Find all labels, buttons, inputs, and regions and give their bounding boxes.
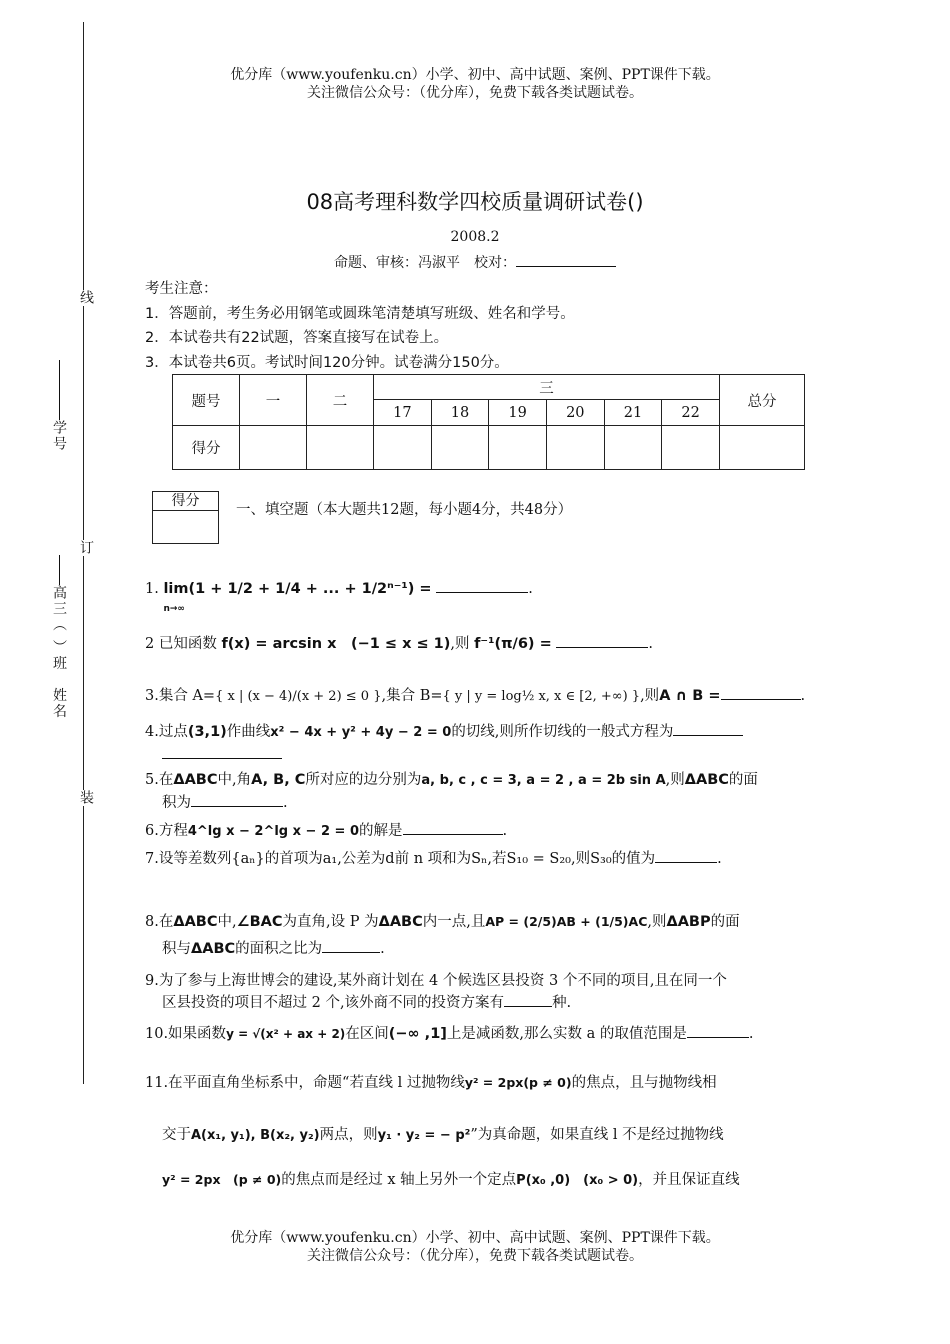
q5-angles: A, B, C bbox=[251, 772, 306, 788]
name-class-label: 高三（ ）班 姓名 bbox=[51, 585, 67, 720]
q3-b: ,集合 B= bbox=[381, 688, 443, 704]
score-table bbox=[172, 374, 805, 470]
q8-vector: AP = (2/5)AB + (1/5)AC bbox=[485, 914, 648, 929]
q11-f: 的焦点而是经过 x 轴上另外一个定点 bbox=[281, 1172, 517, 1188]
q10-interval: (−∞ ,1] bbox=[388, 1026, 447, 1042]
score-table-col-2: 二 bbox=[307, 375, 374, 426]
q9-answer-blank[interactable] bbox=[504, 992, 552, 1007]
q10-b: 在区间 bbox=[345, 1026, 389, 1042]
score-row-label: 得分 bbox=[173, 426, 240, 470]
score-cell[interactable] bbox=[240, 426, 307, 470]
q7-answer-blank[interactable] bbox=[655, 848, 717, 863]
q10-function: y = √(x² + ax + 2) bbox=[226, 1027, 346, 1041]
q1-end: . bbox=[528, 581, 533, 597]
q7-a1: a₁ bbox=[322, 851, 338, 867]
exam-date: 2008.2 bbox=[450, 229, 500, 245]
score-table-sub-22: 22 bbox=[662, 400, 720, 426]
q5-triangle-2: ΔABC bbox=[684, 772, 729, 788]
section1-heading: 一、填空题（本大题共12题，每小题4分，共48分） bbox=[236, 502, 573, 518]
notice-item-3: 3．本试卷共6页。考试时间120分钟。试卷满分150分。 bbox=[145, 354, 509, 371]
score-cell[interactable] bbox=[662, 426, 720, 470]
q7-b: 的首项为 bbox=[264, 851, 323, 867]
q7-a: 7.设等差数列 bbox=[145, 851, 232, 867]
question-11 bbox=[145, 1072, 810, 1192]
section1-score-label: 得分 bbox=[153, 492, 218, 511]
student-id-blank bbox=[59, 360, 60, 420]
q3-c: ,则 bbox=[640, 688, 660, 704]
margin-zhuang-label: 装 bbox=[78, 790, 94, 806]
q11-a: 11.在平面直角坐标系中，命题“若直线 l 过抛物线 bbox=[145, 1075, 465, 1091]
q1-limit-sub: n→∞ bbox=[163, 604, 185, 614]
q8-triangle-2: ΔABC bbox=[378, 914, 423, 930]
margin-xian-label: 线 bbox=[78, 290, 94, 306]
q2-ask: f⁻¹(π/6) = bbox=[474, 636, 552, 652]
score-table-sub-19: 19 bbox=[489, 400, 547, 426]
score-cell[interactable] bbox=[307, 426, 374, 470]
q4-answer-blank[interactable] bbox=[673, 721, 743, 736]
q11-g: ，并且保证直线 bbox=[638, 1172, 740, 1188]
authors-line bbox=[0, 252, 950, 272]
q6-end: . bbox=[502, 823, 508, 839]
q8-answer-blank[interactable] bbox=[322, 938, 380, 953]
notice-heading: 考生注意： bbox=[145, 281, 218, 297]
q8-g: 积与 bbox=[162, 941, 191, 957]
score-table-sub-17: 17 bbox=[374, 400, 432, 426]
margin-ding-label: 订 bbox=[78, 540, 94, 556]
q8-triangle-4: ΔABC bbox=[191, 941, 236, 957]
margin-student-id bbox=[49, 360, 69, 452]
q7-c: ,公差为 bbox=[337, 851, 386, 867]
q4-c: 的切线,则所作切线的一般式方程为 bbox=[451, 724, 674, 740]
q7-e: 前 n 项和为 bbox=[394, 851, 472, 867]
q11-d: 两点，则 bbox=[319, 1127, 378, 1143]
q2-end: . bbox=[648, 636, 653, 652]
q6-equation: 4^lg x − 2^lg x − 2 = 0 bbox=[187, 824, 359, 839]
page-header bbox=[0, 66, 950, 102]
q8-triangle-3: ΔABP bbox=[666, 914, 711, 930]
score-cell[interactable] bbox=[374, 426, 432, 470]
q4-a: 4.过点 bbox=[145, 724, 188, 740]
q4-b: 作曲线 bbox=[226, 724, 271, 740]
q7-h: 的值为 bbox=[611, 851, 656, 867]
student-id-label: 学号 bbox=[51, 420, 67, 452]
score-table-total: 总分 bbox=[720, 375, 805, 426]
score-cell[interactable] bbox=[431, 426, 489, 470]
q9-end: 种. bbox=[552, 995, 572, 1011]
q2-answer-blank[interactable] bbox=[556, 633, 648, 648]
q10-c: 上是减函数,那么实数 a 的取值范围是 bbox=[446, 1026, 687, 1042]
q10-answer-blank[interactable] bbox=[687, 1023, 749, 1038]
score-cell[interactable] bbox=[720, 426, 805, 470]
score-table-sub-20: 20 bbox=[546, 400, 604, 426]
score-cell[interactable] bbox=[546, 426, 604, 470]
q6-answer-blank[interactable] bbox=[403, 820, 503, 835]
q11-fixed-point: P(x₀ ,0) (x₀ > 0) bbox=[516, 1173, 639, 1188]
question-7 bbox=[145, 848, 810, 870]
q8-angle: ∠BAC bbox=[236, 914, 283, 930]
question-3 bbox=[145, 685, 810, 708]
q5-end: . bbox=[283, 795, 288, 811]
question-9 bbox=[145, 970, 810, 1014]
name-blank bbox=[59, 555, 60, 585]
q2-text: 2 已知函数 bbox=[145, 636, 217, 652]
q8-end: . bbox=[380, 941, 385, 957]
q11-product: y₁ · y₂ = − p² bbox=[377, 1128, 471, 1143]
q5-b: 中,角 bbox=[217, 772, 252, 788]
q2-function: f(x) = arcsin x (−1 ≤ x ≤ 1) bbox=[221, 636, 451, 652]
q3-set-b: { y | y = log½ x, x ∈ [2, +∞) } bbox=[442, 689, 641, 704]
q8-e: ,则 bbox=[647, 914, 667, 930]
q11-e: ”为真命题，如果直线 l 不是经过抛物线 bbox=[470, 1127, 724, 1143]
q7-s30: S₃₀ bbox=[590, 851, 612, 867]
section1-score-box bbox=[152, 491, 219, 544]
q5-a: 5.在 bbox=[145, 772, 174, 788]
q9-line-1: 9.为了参与上海世博会的建设,某外商计划在 4 个候选区县投资 3 个不同的项目,且在同一个 bbox=[145, 973, 727, 989]
q5-d: ,则 bbox=[665, 772, 685, 788]
q8-b: 中, bbox=[217, 914, 237, 930]
q8-d: 内一点,且 bbox=[422, 914, 486, 930]
question-10 bbox=[145, 1023, 810, 1045]
q4-point: (3,1) bbox=[187, 724, 227, 740]
q5-sides: a, b, c , c = 3, a = 2 , a = 2b sin A bbox=[421, 773, 666, 788]
q5-c: 所对应的边分别为 bbox=[305, 772, 422, 788]
q7-g: ,则 bbox=[570, 851, 591, 867]
q1-num: 1. bbox=[145, 581, 159, 597]
q3-set-a: { x | (x − 4)/(x + 2) ≤ 0 } bbox=[215, 689, 382, 704]
score-table-col-3: 三 bbox=[374, 375, 720, 400]
q8-c: 为直角,设 P 为 bbox=[282, 914, 379, 930]
q4-curve: x² − 4x + y² + 4y − 2 = 0 bbox=[270, 725, 452, 740]
q1-expr-text: lim(1 + 1/2 + 1/4 + ... + 1/2ⁿ⁻¹) = bbox=[163, 581, 432, 597]
q11-parabola: y² = 2px(p ≠ 0) bbox=[464, 1075, 572, 1090]
q10-end: . bbox=[748, 1026, 754, 1042]
question-4 bbox=[145, 721, 810, 766]
q7-d: d bbox=[385, 851, 395, 867]
q7-sn: Sₙ bbox=[471, 851, 488, 867]
question-5 bbox=[145, 769, 810, 814]
q11-c: 交于 bbox=[162, 1127, 191, 1143]
score-table-sub-21: 21 bbox=[604, 400, 662, 426]
q6-b: 的解是 bbox=[359, 823, 403, 839]
page-footer bbox=[0, 1229, 950, 1265]
q3-a: 3.集合 A= bbox=[145, 688, 216, 704]
q6-a: 6.方程 bbox=[145, 823, 188, 839]
q11-points: A(x₁, y₁), B(x₂, y₂) bbox=[191, 1128, 320, 1143]
q10-a: 10.如果函数 bbox=[145, 1026, 227, 1042]
q7-condition: S₁₀ = S₂₀ bbox=[506, 851, 571, 867]
q3-end: . bbox=[800, 688, 806, 704]
q5-f: 积为 bbox=[162, 795, 191, 811]
q8-h: 的面积之比为 bbox=[235, 941, 323, 957]
q11-b: 的焦点，且与抛物线相 bbox=[571, 1075, 717, 1091]
q2-mid: ,则 bbox=[450, 636, 470, 652]
authors-text: 命题、审核：冯淑平 校对： bbox=[334, 255, 516, 271]
question-1 bbox=[145, 578, 810, 614]
q7-sequence: {aₙ} bbox=[231, 851, 265, 867]
q8-a: 8.在 bbox=[145, 914, 174, 930]
header-line-2: 关注微信公众号：（优分库），免费下载各类试题试卷。 bbox=[307, 85, 643, 101]
score-cell[interactable] bbox=[604, 426, 662, 470]
q8-triangle: ΔABC bbox=[173, 914, 218, 930]
q5-e: 的面 bbox=[728, 772, 758, 788]
footer-line-1: 优分库（www.youfenku.cn）小学、初中、高中试题、案例、PPT课件下载。 bbox=[230, 1230, 720, 1246]
header-line-1: 优分库（www.youfenku.cn）小学、初中、高中试题、案例、PPT课件下载。 bbox=[230, 67, 720, 83]
notice-item-2: 2．本试卷共有22试题，答案直接写在试卷上。 bbox=[145, 330, 449, 346]
notice-item-1: 1．答题前，考生务必用钢笔或圆珠笔清楚填写班级、姓名和学号。 bbox=[145, 305, 575, 322]
q8-f: 的面 bbox=[710, 914, 740, 930]
exam-title: 08高考理科数学四校质量调研试卷() bbox=[306, 190, 644, 214]
q1-expression bbox=[163, 581, 432, 614]
q3-answer-blank[interactable] bbox=[721, 685, 801, 700]
question-8 bbox=[145, 906, 810, 960]
q3-ask: A ∩ B = bbox=[659, 688, 721, 704]
q4-answer-blank-2[interactable] bbox=[162, 744, 282, 759]
question-6 bbox=[145, 820, 810, 843]
q11-parabola-2: y² = 2px (p ≠ 0) bbox=[162, 1172, 282, 1187]
score-cell[interactable] bbox=[489, 426, 547, 470]
q7-f: ,若 bbox=[487, 851, 507, 867]
q5-answer-blank[interactable] bbox=[191, 792, 283, 807]
score-table-tihao: 题号 bbox=[173, 375, 240, 426]
footer-line-2: 关注微信公众号：（优分库），免费下载各类试题试卷。 bbox=[307, 1248, 643, 1264]
q1-answer-blank[interactable] bbox=[436, 578, 528, 593]
notice-block bbox=[145, 277, 575, 375]
question-2 bbox=[145, 633, 810, 655]
margin-name-class bbox=[49, 555, 69, 719]
q5-triangle: ΔABC bbox=[173, 772, 218, 788]
proofreader-blank[interactable] bbox=[516, 252, 616, 267]
score-table-sub-18: 18 bbox=[431, 400, 489, 426]
score-table-col-1: 一 bbox=[240, 375, 307, 426]
q7-end: . bbox=[717, 851, 722, 867]
q9-line-2: 区县投资的项目不超过 2 个,该外商不同的投资方案有 bbox=[162, 995, 505, 1011]
